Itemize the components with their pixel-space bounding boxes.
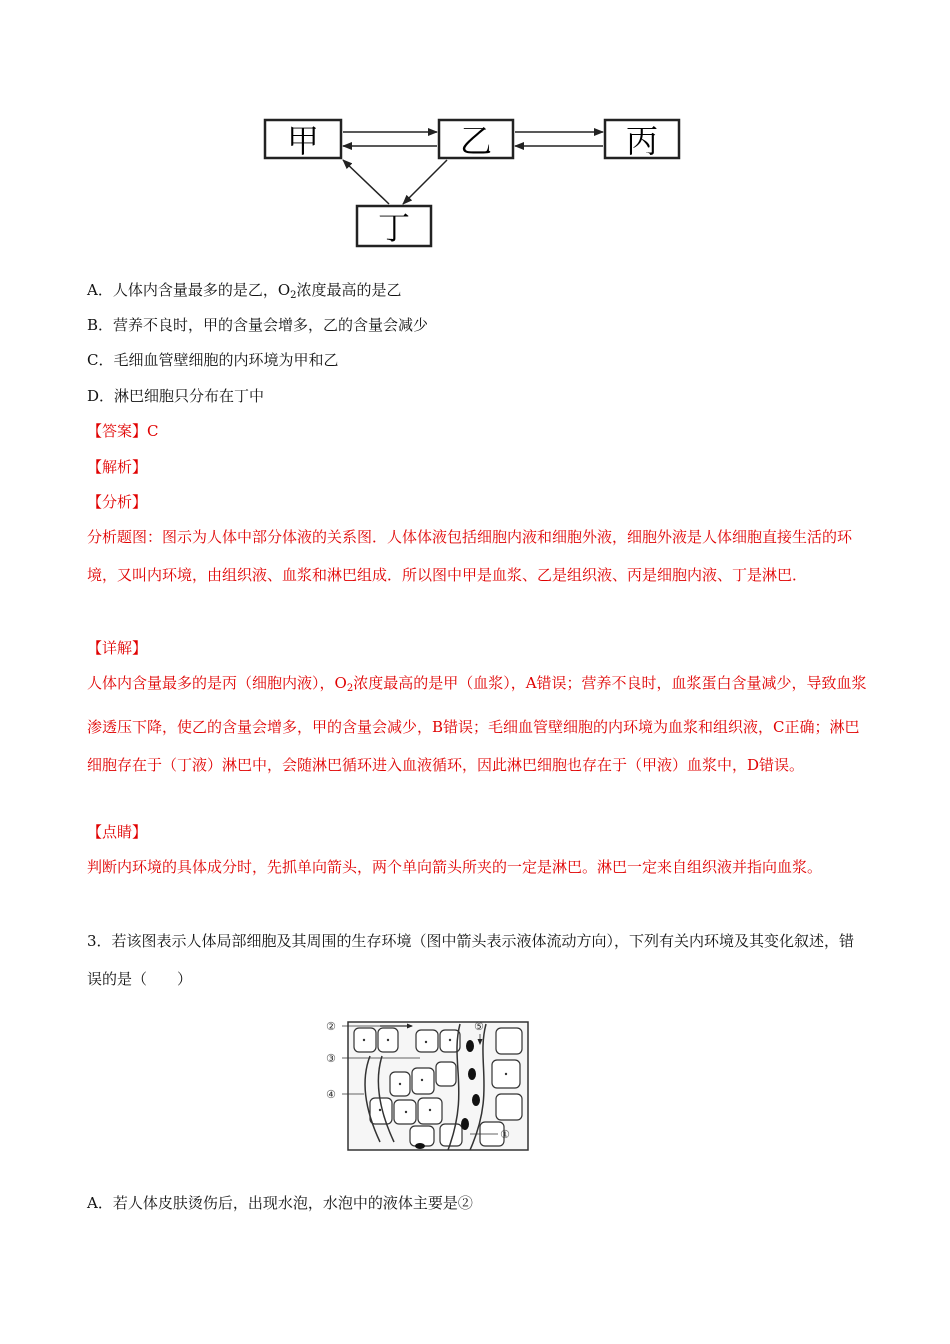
box-bing <box>605 120 679 160</box>
label-1: ① <box>500 1128 510 1141</box>
dianjing-text-content: 判断内环境的具体成分时，先抓单向箭头，两个单向箭头所夹的一定是淋巴。淋巴一定来自组织液并指向血浆。 <box>87 858 823 876</box>
answer-line <box>87 421 159 441</box>
box-jia <box>265 120 341 160</box>
box-ding-label: 丁 <box>377 209 411 247</box>
question-3-stem: 3．若该图表示人体局部细胞及其周围的生存环境（图中箭头表示液体流动方向），下列有关内环境及其变化叙述，错误的是（ ） <box>87 932 855 988</box>
body-fluid-relationship-diagram <box>255 108 695 253</box>
question-3-option-a: A．若人体皮肤烫伤后，出现水泡，水泡中的液体主要是② <box>87 1194 473 1212</box>
label-3: ③ <box>326 1052 336 1065</box>
label-2: ② <box>326 1020 336 1033</box>
xiangjie-subscript: 2 <box>346 683 354 694</box>
answer-label: 【答案】 <box>87 422 148 440</box>
option-b: B．营养不良时，甲的含量会增多，乙的含量会减少 <box>87 316 429 334</box>
xiangjie-text <box>87 664 867 784</box>
option-a-text-2: 浓度最高的是乙 <box>296 281 402 299</box>
option-c: C．毛细血管壁细胞的内环境为甲和乙 <box>87 351 339 369</box>
dianjing-text <box>87 848 867 886</box>
box-ding <box>357 206 431 247</box>
tissue-cells-diagram <box>320 1012 535 1157</box>
option-a <box>87 280 402 306</box>
fenxi-text: 分析题图：图示为人体中部分体液的关系图．人体体液包括细胞内液和细胞外液，细胞外液是人体细胞直接生活的环境，又叫内环境，由组织液、血浆和淋巴组成．所以图中甲是血浆、乙是组织液、丙是细胞内液、丁是淋巴． <box>87 528 853 584</box>
label-5: ⑤ <box>474 1020 484 1033</box>
fenxi-label: 【分析】 <box>87 493 148 511</box>
box-yi <box>439 120 513 160</box>
option-a-subscript: 2 <box>290 290 297 301</box>
dianjing-label: 【点睛】 <box>87 823 148 841</box>
option-d: D．淋巴细胞只分布在丁中 <box>87 387 265 405</box>
xiangjie-text-2: 浓度最高的是甲（血浆），A错误；营养不良时，血浆蛋白含量减少，导致血浆渗透压下降，使乙的含量会增多，甲的含量会减少，B错误；毛细血管壁细胞的内环境为血浆和组织液，C正确；淋巴细胞存在于（丁液）淋巴中，会随淋巴循环进入血液循环，因此淋巴细胞也存在于（甲液）血浆中，D错误。 <box>87 674 867 774</box>
box-jia-label: 甲 <box>286 122 320 160</box>
answer-value: C <box>147 422 159 440</box>
box-bing-label: 丙 <box>625 122 659 160</box>
arrow-yi-to-ding <box>403 160 447 204</box>
jiexi-label: 【解析】 <box>87 458 148 476</box>
xiangjie-label: 【详解】 <box>87 639 148 657</box>
box-yi-label: 乙 <box>459 122 493 160</box>
label-4: ④ <box>326 1088 336 1101</box>
xiangjie-text-1: 人体内含量最多的是丙（细胞内液），O <box>87 674 347 692</box>
option-a-text-1: A．人体内含量最多的是乙，O <box>87 281 291 299</box>
arrow-ding-to-jia <box>343 160 389 204</box>
